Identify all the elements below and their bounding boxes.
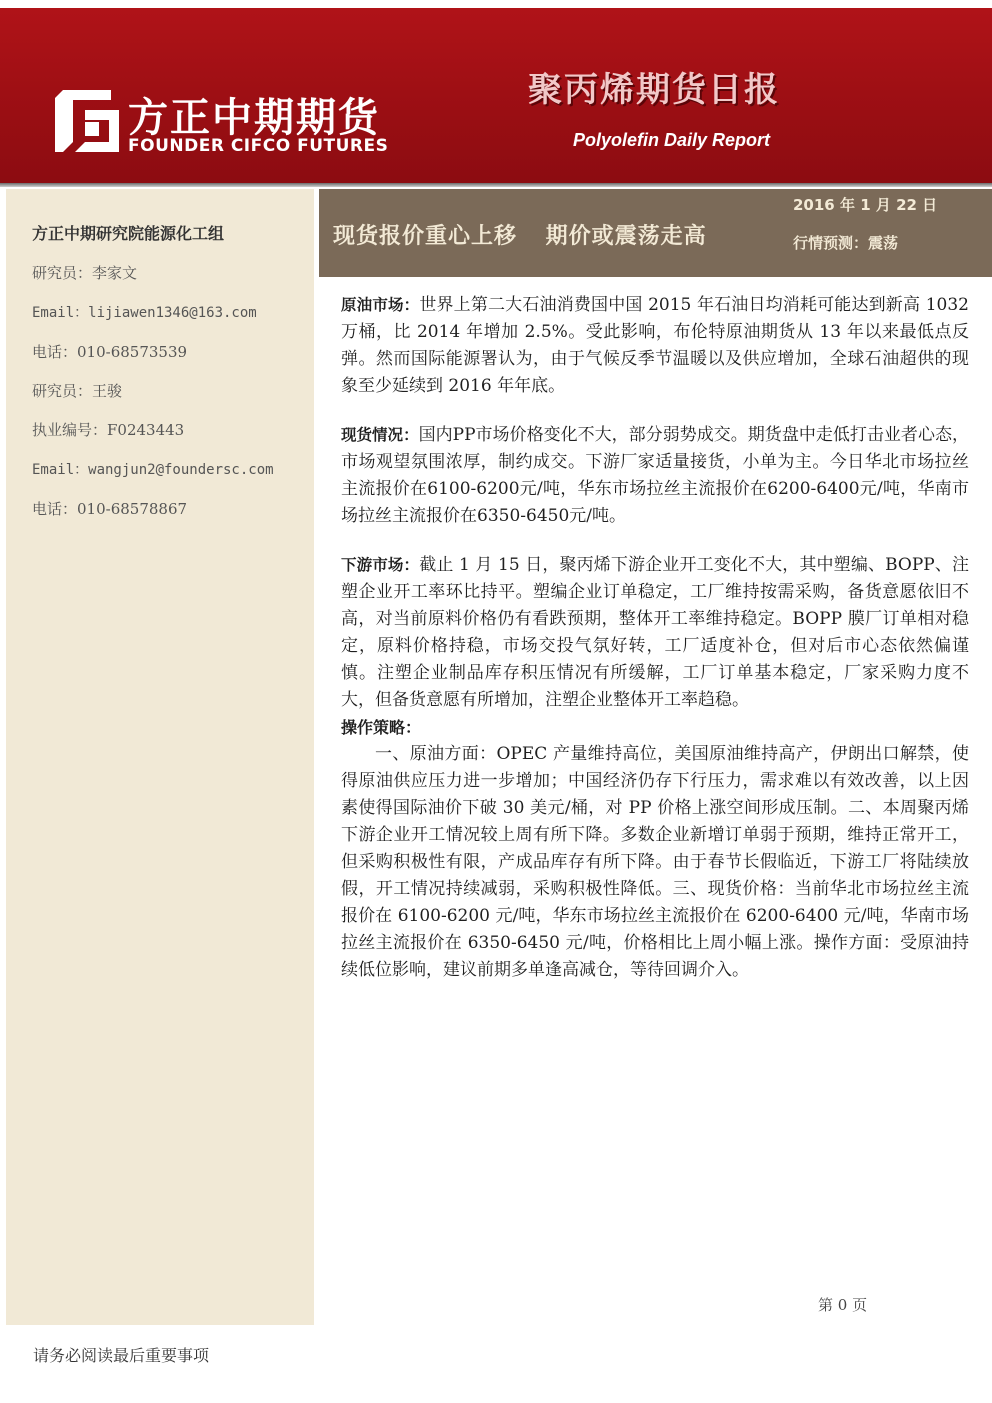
paragraph-text: 国内PP市场价格变化不大，部分弱势成交。期货盘中走低打击业者心态，市场观望氛围浓厚，制约成交。下游厂家适量接货，小单为主。今日华北市场拉丝主流报价在6100-6200元/吨，华东市场拉丝主流报价在6200-6400元/吨，华南市场拉丝主流报价在6350-6450元/吨。 <box>341 425 969 526</box>
analyst-name: 研究员：李家文 <box>32 264 138 282</box>
analyst-name: 研究员：王骏 <box>32 382 123 400</box>
analyst-sidebar <box>6 189 314 1325</box>
analyst-phone: 电话：010-68573539 <box>32 343 188 361</box>
report-title: 聚丙烯期货日报 <box>528 70 780 110</box>
page-number: 第 0 页 <box>818 1296 868 1314</box>
crude-oil-paragraph <box>341 292 969 400</box>
section-label: 下游市场： <box>341 556 420 574</box>
license-number: 执业编号：F0243443 <box>32 421 185 439</box>
headline-bar <box>319 189 992 277</box>
report-body <box>341 292 969 984</box>
analyst-phone: 电话：010-68578867 <box>32 500 188 518</box>
disclaimer-note: 请务必阅读最后重要事项 <box>33 1346 210 1365</box>
section-label: 原油市场： <box>341 296 420 314</box>
spot-paragraph <box>341 422 969 530</box>
downstream-paragraph <box>341 552 969 714</box>
analyst-email-link[interactable]: Email：wangjun2@foundersc.com <box>32 462 274 478</box>
company-name-en: FOUNDER CIFCO FUTURES <box>128 136 389 156</box>
company-name-cn: 方正中期期货 <box>128 95 380 141</box>
report-date: 2016 年 1 月 22 日 <box>793 196 938 214</box>
research-group: 方正中期研究院能源化工组 <box>32 224 225 243</box>
strategy-heading: 操作策略： <box>341 718 422 737</box>
analyst-email-link[interactable]: Email：lijiawen1346@163.com <box>32 305 257 321</box>
founder-logo-icon <box>55 90 119 152</box>
market-forecast: 行情预测：震荡 <box>793 234 899 252</box>
report-subtitle: Polyolefin Daily Report <box>573 130 771 150</box>
paragraph-text: 世界上第二大石油消费国中国 2015 年石油日均消耗可能达到新高 1032 万桶，比 2014 年增加 2.5%。受此影响，布伦特原油期货从 13 年以来最低点反弹。然而国际能源署认为，由于气候反季节温暖以及供应增加，全球石油超供的现象至少延续到 2016 年年底。 <box>341 295 969 396</box>
headline: 现货报价重心上移 期价或震荡走高 <box>333 224 707 249</box>
strategy-paragraph: 一、原油方面：OPEC 产量维持高位，美国原油维持高产，伊朗出口解禁，使得原油供应压力进一步增加；中国经济仍存下行压力，需求难以有效改善，以上因素使得国际油价下破 30 美元/桶，对 PP 价格上涨空间形成压制。二、本周聚丙烯下游企业开工情况较上周有所下降。多数企业新增订单弱于预期，维持正常开工，但采购积极性有限，产成品库存有所下降。由于春节长假临近，下游工厂将陆续放假，开工情况持续减弱，采购积极性降低。三、现货价格：当前华北市场拉丝主流报价在 6100-6200 元/吨，华东市场拉丝主流报价在 6200-6400 元/吨，华南市场拉丝主流报价在 6350-6450 元/吨，价格相比上周小幅上涨。操作方面：受原油持续低位影响，建议前期多单逢高减仓，等待回调介入。 <box>341 744 969 980</box>
paragraph-text: 截止 1 月 15 日，聚丙烯下游企业开工变化不大，其中塑编、BOPP、注塑企业开工率环比持平。塑编企业订单稳定，工厂维持按需采购，备货意愿依旧不高，对当前原料价格仍有看跌预期，整体开工率维持稳定。BOPP 膜厂订单相对稳定，原料价格持稳，市场交投气氛好转，工厂适度补仓，但对后市心态依然偏谨慎。注塑企业制品库存积压情况有所缓解，工厂订单基本稳定，厂家采购力度不大，但备货意愿有所增加，注塑企业整体开工率趋稳。 <box>341 555 969 710</box>
header-banner <box>0 8 992 183</box>
header-divider <box>0 183 992 187</box>
section-label: 现货情况： <box>341 426 419 444</box>
